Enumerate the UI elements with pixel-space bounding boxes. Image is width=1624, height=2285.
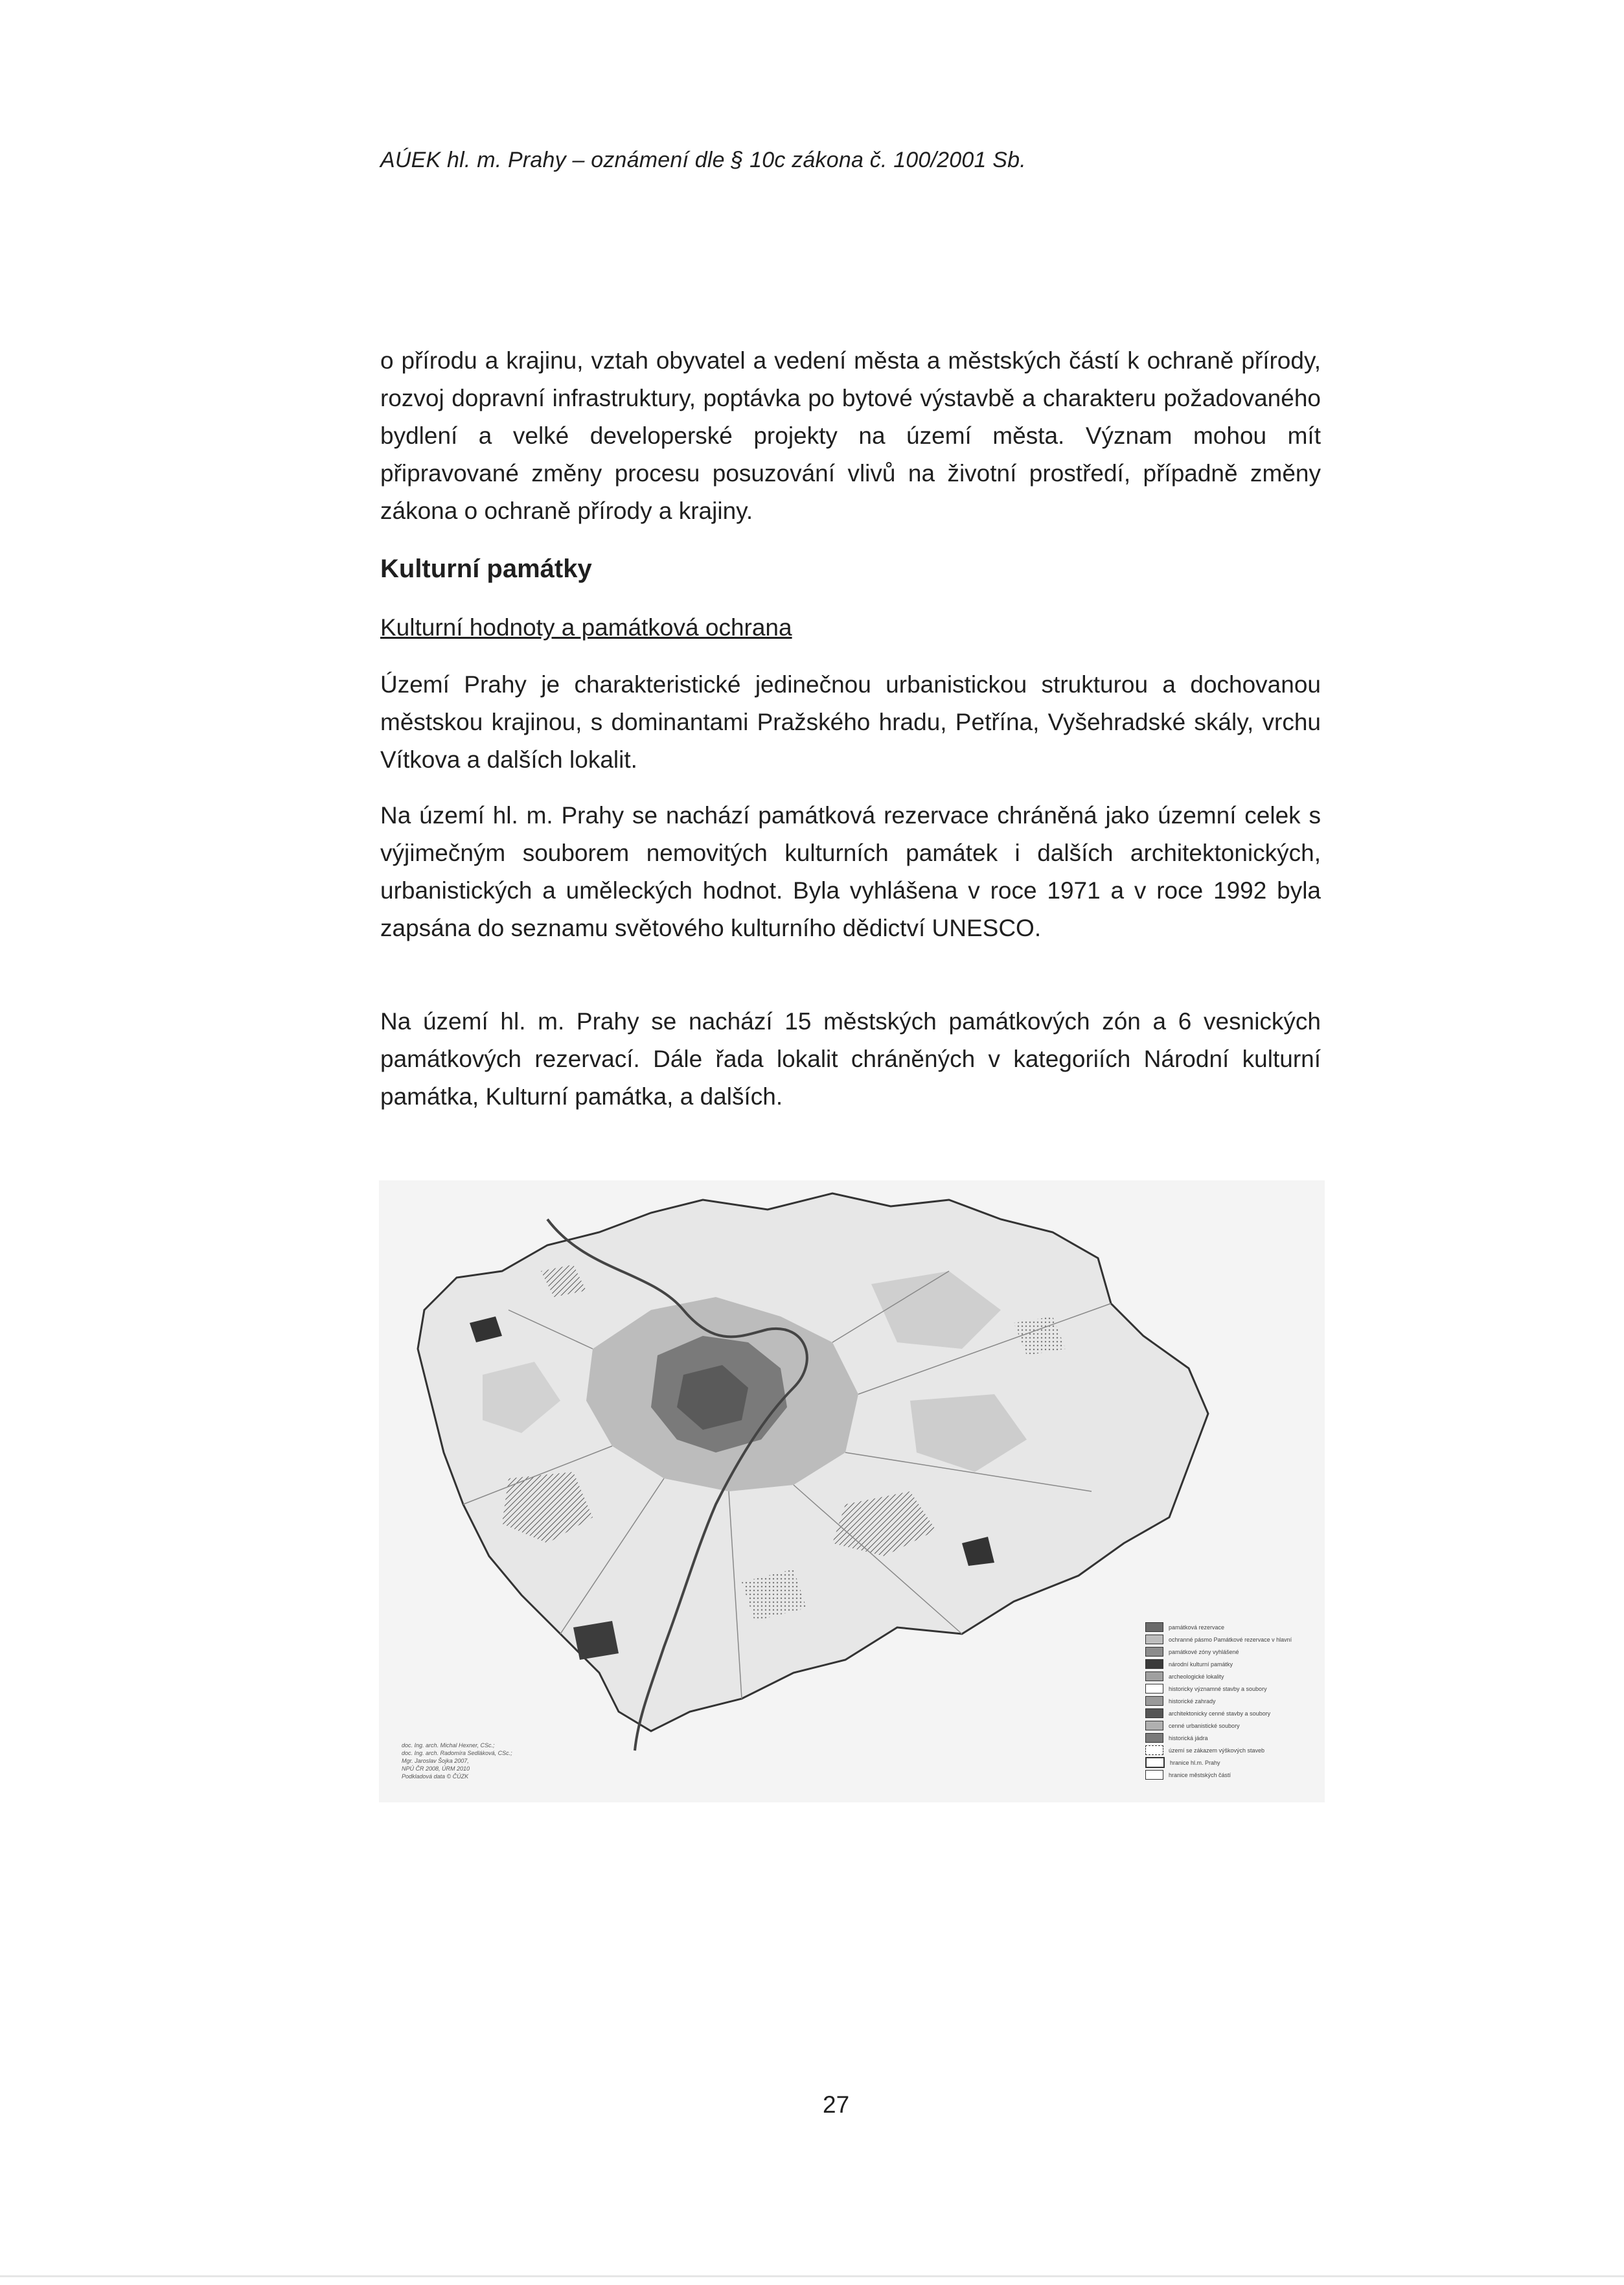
legend-item	[1145, 1646, 1340, 1658]
paragraph-1-text: o přírodu a krajinu, vztah obyvatel a vedení města a městských částí k ochraně přírody, rozvoj dopravní infrastruktury, poptávka po bytové výstavbě a charakteru požadovaného bydlení a velké developerské projekty na území města. Význam mohou mít připravované změny procesu posuzování vlivů na životní prostředí, případně změny zákona o ochraně přírody a krajiny.	[380, 347, 1321, 524]
legend-swatch	[1145, 1708, 1163, 1718]
legend-swatch	[1145, 1635, 1163, 1644]
legend-label: cenné urbanistické soubory	[1169, 1722, 1240, 1729]
map-legend	[1145, 1621, 1340, 1781]
legend-label: historická jádra	[1169, 1734, 1208, 1741]
legend-item	[1145, 1633, 1340, 1646]
legend-label: ochranné pásmo Památkové rezervace v hlavní	[1169, 1636, 1292, 1643]
page-header: AÚEK hl. m. Prahy – oznámení dle § 10c zákona č. 100/2001 Sb.	[380, 148, 1026, 172]
legend-item	[1145, 1658, 1340, 1670]
legend-item	[1145, 1756, 1340, 1769]
page-number: 27	[823, 2091, 850, 2118]
legend-swatch	[1145, 1721, 1163, 1730]
legend-swatch	[1145, 1671, 1163, 1681]
legend-swatch	[1145, 1622, 1163, 1632]
paragraph-1	[380, 342, 1321, 530]
legend-item	[1145, 1707, 1340, 1719]
legend-swatch	[1145, 1770, 1163, 1780]
legend-swatch	[1145, 1745, 1163, 1755]
credit-line: doc. Ing. arch. Radomíra Sedláková, CSc.;	[402, 1750, 512, 1756]
legend-swatch	[1145, 1647, 1163, 1657]
legend-swatch	[1145, 1684, 1163, 1694]
legend-item	[1145, 1744, 1340, 1756]
legend-label: hranice městských částí	[1169, 1771, 1231, 1778]
credit-line: NPÚ ČR 2008, ÚRM 2010	[402, 1765, 470, 1772]
legend-label: památkové zóny vyhlášené	[1169, 1648, 1239, 1655]
credit-line: doc. Ing. arch. Michal Hexner, CSc.;	[402, 1742, 495, 1749]
section-heading: Kulturní památky	[380, 555, 592, 583]
legend-item	[1145, 1670, 1340, 1682]
paragraph-4	[380, 1003, 1321, 1116]
paragraph-3-text: Na území hl. m. Prahy se nachází památková rezervace chráněná jako územní celek s výjimečným souborem nemovitých kulturních památek i dalších architektonických, urbanistických a uměleckých hodnot. Byla vyhlášena v roce 1971 a v roce 1992 byla zapsána do seznamu světového kulturního dědictví UNESCO.	[380, 802, 1321, 941]
legend-label: historicky významné stavby a soubory	[1169, 1685, 1267, 1692]
legend-label: území se zákazem výškových staveb	[1169, 1747, 1265, 1754]
legend-item	[1145, 1769, 1340, 1781]
paragraph-2-text: Území Prahy je charakteristické jedinečnou urbanistickou strukturou a dochovanou městskou krajinou, s dominantami Pražského hradu, Petřína, Vyšehradské skály, vrchu Vítkova a dalších lokalit.	[380, 671, 1321, 773]
legend-swatch	[1145, 1696, 1163, 1706]
legend-item	[1145, 1682, 1340, 1695]
legend-label: architektonicky cenné stavby a soubory	[1169, 1710, 1271, 1717]
section-subheading: Kulturní hodnoty a památková ochrana	[380, 614, 792, 641]
credit-line: Podkladová data © ČÚZK	[402, 1773, 469, 1780]
map-credits	[402, 1741, 512, 1780]
legend-swatch	[1145, 1659, 1163, 1669]
paragraph-4-text: Na území hl. m. Prahy se nachází 15 městských památkových zón a 6 vesnických památkových rezervací. Dále řada lokalit chráněných v kategoriích Národní kulturní památka, Kulturní památka, a dalších.	[380, 1008, 1321, 1110]
legend-item	[1145, 1719, 1340, 1732]
legend-label: památková rezervace	[1169, 1624, 1225, 1631]
paragraph-2	[380, 666, 1321, 779]
legend-item	[1145, 1695, 1340, 1707]
legend-item	[1145, 1732, 1340, 1744]
legend-label: historické zahrady	[1169, 1697, 1216, 1705]
legend-label: archeologické lokality	[1169, 1673, 1224, 1680]
legend-label: hranice hl.m. Prahy	[1170, 1759, 1220, 1766]
legend-swatch	[1145, 1757, 1165, 1768]
legend-swatch	[1145, 1733, 1163, 1743]
credit-line: Mgr. Jaroslav Šojka 2007,	[402, 1758, 469, 1764]
legend-item	[1145, 1621, 1340, 1633]
paragraph-3	[380, 797, 1321, 947]
scan-edge-divider	[0, 2275, 1624, 2277]
legend-label: národní kulturní památky	[1169, 1660, 1233, 1668]
